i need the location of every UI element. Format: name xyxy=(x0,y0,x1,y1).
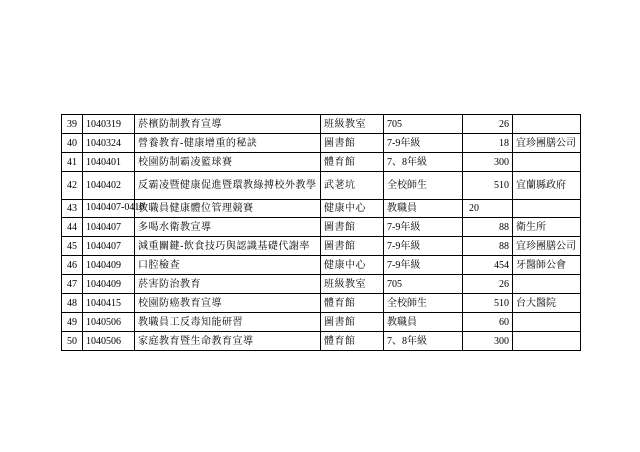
activity-date: 1040407 xyxy=(83,237,135,256)
activity-location: 圖書館 xyxy=(321,218,384,237)
participant-count: 88 xyxy=(463,218,513,237)
activity-table xyxy=(61,114,581,351)
activity-topic: 反霸凌暨健康促進暨環教綠搏校外教學 xyxy=(135,172,321,200)
row-number: 49 xyxy=(62,313,83,332)
row-number: 39 xyxy=(62,115,83,134)
participant-count: 510 xyxy=(463,172,513,200)
activity-participants: 教職員 xyxy=(384,200,463,218)
partner-organization xyxy=(513,200,581,218)
partner-organization xyxy=(513,115,581,134)
partner-organization xyxy=(513,275,581,294)
activity-topic: 多喝水衛教宣導 xyxy=(135,218,321,237)
participant-count: 300 xyxy=(463,153,513,172)
row-number: 48 xyxy=(62,294,83,313)
activity-date: 1040409 xyxy=(83,256,135,275)
row-number: 46 xyxy=(62,256,83,275)
table-row xyxy=(62,313,581,332)
activity-location: 班級教室 xyxy=(321,275,384,294)
partner-organization: 宜珍團膳公司 xyxy=(513,134,581,153)
activity-participants: 705 xyxy=(384,275,463,294)
table-row xyxy=(62,294,581,313)
partner-organization: 衛生所 xyxy=(513,218,581,237)
participant-count: 300 xyxy=(463,332,513,351)
activity-participants: 7、8年級 xyxy=(384,153,463,172)
activity-participants: 全校師生 xyxy=(384,294,463,313)
activity-date: 1040407 xyxy=(83,218,135,237)
activity-topic: 校園防癌教育宣導 xyxy=(135,294,321,313)
participant-count: 18 xyxy=(463,134,513,153)
participant-count: 26 xyxy=(463,275,513,294)
partner-organization: 牙醫師公會 xyxy=(513,256,581,275)
activity-topic: 營養教育-健康增重的秘訣 xyxy=(135,134,321,153)
partner-organization xyxy=(513,313,581,332)
activity-date: 1040506 xyxy=(83,313,135,332)
activity-date: 1040506 xyxy=(83,332,135,351)
row-number: 44 xyxy=(62,218,83,237)
table-row xyxy=(62,200,581,218)
activity-participants: 7、8年級 xyxy=(384,332,463,351)
row-number: 41 xyxy=(62,153,83,172)
row-number: 50 xyxy=(62,332,83,351)
activity-location: 健康中心 xyxy=(321,200,384,218)
activity-location: 武荖坑 xyxy=(321,172,384,200)
participant-count: 88 xyxy=(463,237,513,256)
activity-participants: 全校師生 xyxy=(384,172,463,200)
activity-participants: 7-9年級 xyxy=(384,256,463,275)
activity-date: 1040319 xyxy=(83,115,135,134)
activity-date xyxy=(83,200,145,218)
activity-participants: 7-9年級 xyxy=(384,237,463,256)
participant-count: 20 xyxy=(463,200,513,218)
activity-date: 1040409 xyxy=(83,275,135,294)
activity-location: 班級教室 xyxy=(321,115,384,134)
activity-topic: 校園防制霸凌籃球賽 xyxy=(135,153,321,172)
activity-participants: 7-9年級 xyxy=(384,218,463,237)
row-number: 40 xyxy=(62,134,83,153)
table-row xyxy=(62,115,581,134)
activity-date-text: 1040407-0410 xyxy=(86,202,145,213)
activity-location: 圖書館 xyxy=(321,237,384,256)
activity-topic: 菸檳防制教育宣導 xyxy=(135,115,321,134)
activity-date: 1040401 xyxy=(83,153,135,172)
activity-location: 圖書館 xyxy=(321,134,384,153)
activity-date: 1040415 xyxy=(83,294,135,313)
row-number: 47 xyxy=(62,275,83,294)
partner-organization: 宜蘭縣政府 xyxy=(513,172,581,200)
participant-count: 454 xyxy=(463,256,513,275)
participant-count: 510 xyxy=(463,294,513,313)
table-row xyxy=(62,218,581,237)
table-row xyxy=(62,275,581,294)
activity-topic: 家庭教育暨生命教育宣導 xyxy=(135,332,321,351)
partner-organization xyxy=(513,332,581,351)
activity-participants: 7-9年級 xyxy=(384,134,463,153)
activity-location: 體育館 xyxy=(321,294,384,313)
partner-organization xyxy=(513,153,581,172)
activity-date: 1040324 xyxy=(83,134,135,153)
partner-organization: 宜珍團膳公司 xyxy=(513,237,581,256)
participant-count: 60 xyxy=(463,313,513,332)
activity-topic: 菸害防治教育 xyxy=(135,275,321,294)
table-row xyxy=(62,237,581,256)
activity-topic: 教職員工反毒知能研習 xyxy=(135,313,321,332)
activity-location: 健康中心 xyxy=(321,256,384,275)
partner-organization: 台大醫院 xyxy=(513,294,581,313)
activity-topic: 口腔檢查 xyxy=(135,256,321,275)
participant-count: 26 xyxy=(463,115,513,134)
table-row xyxy=(62,332,581,351)
row-number: 45 xyxy=(62,237,83,256)
activity-location: 體育館 xyxy=(321,153,384,172)
table-row xyxy=(62,256,581,275)
activity-location: 圖書館 xyxy=(321,313,384,332)
activity-location: 體育館 xyxy=(321,332,384,351)
table-row xyxy=(62,172,581,200)
row-number: 43 xyxy=(62,200,83,218)
row-number: 42 xyxy=(62,172,83,200)
activity-topic: 教職員健康體位管理競賽 xyxy=(135,200,321,218)
activity-participants: 教職員 xyxy=(384,313,463,332)
table-row xyxy=(62,153,581,172)
table-row xyxy=(62,134,581,153)
activity-participants: 705 xyxy=(384,115,463,134)
activity-date: 1040402 xyxy=(83,172,135,200)
activity-topic: 減重關鍵-飲食技巧與認識基礎代謝率 xyxy=(135,237,321,256)
